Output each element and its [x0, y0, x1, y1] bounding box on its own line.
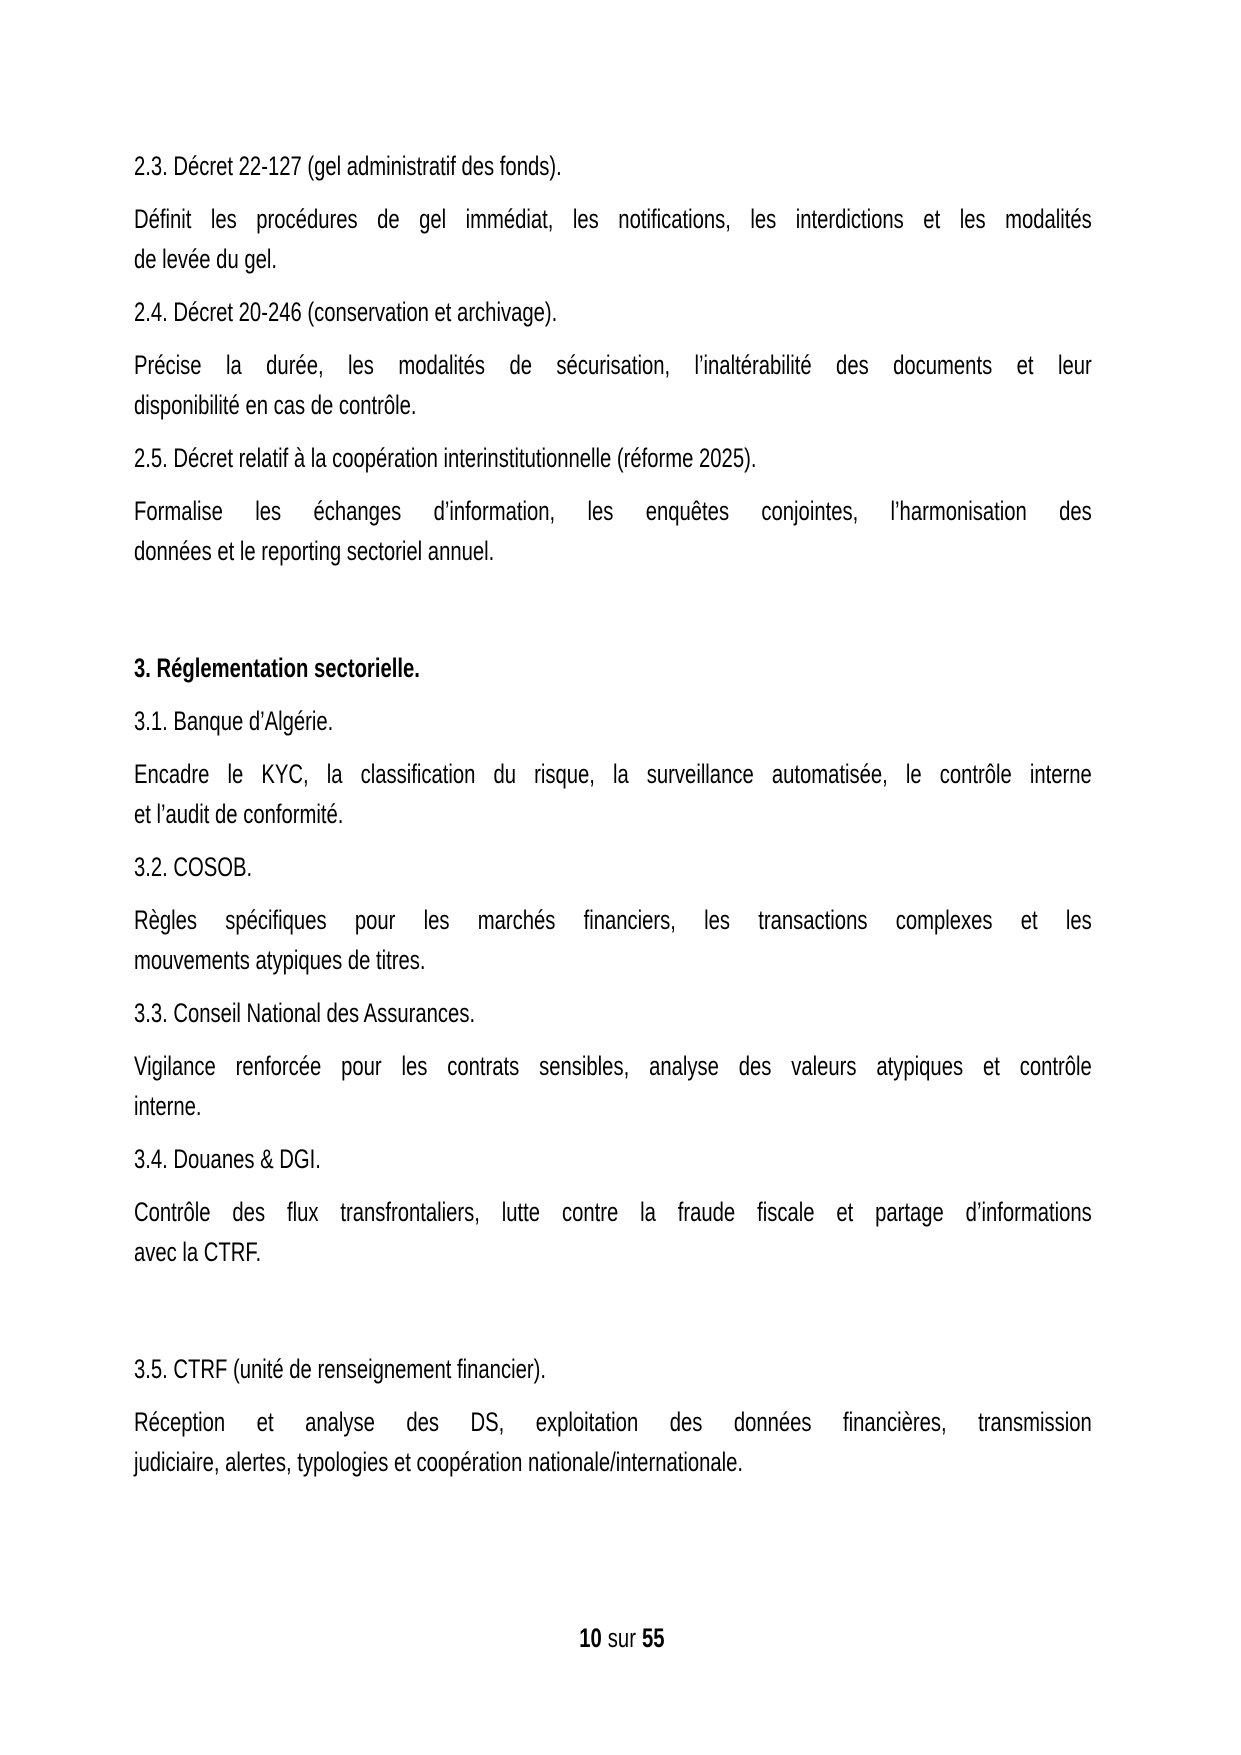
- paragraph-line: disponibilité en cas de contrôle.: [134, 390, 417, 420]
- paragraph-line: et l’audit de conformité.: [134, 799, 344, 829]
- heading-3-3: 3.3. Conseil National des Assurances.: [134, 998, 476, 1028]
- paragraph-2-3: [134, 199, 1092, 279]
- paragraph-line: avec la CTRF.: [134, 1237, 262, 1267]
- heading-2-3: 2.3. Décret 22-127 (gel administratif des fonds).: [134, 151, 562, 181]
- heading-3-4: 3.4. Douanes & DGI.: [134, 1144, 321, 1174]
- heading-3: 3. Réglementation sectorielle.: [134, 653, 420, 683]
- blank-line: [134, 1285, 1092, 1336]
- paragraph-line: données et le reporting sectoriel annuel.: [134, 536, 495, 566]
- paragraph-line: Définit les procédures de gel immédiat, les notifications, les interdictions et les modalités: [134, 204, 1092, 234]
- paragraph-line: Vigilance renforcée pour les contrats sensibles, analyse des valeurs atypiques et contrôle: [134, 1051, 1092, 1081]
- paragraph-line: Réception et analyse des DS, exploitation des données financières, transmission: [134, 1407, 1092, 1437]
- paragraph-3-1: [134, 754, 1092, 834]
- page-footer: [143, 1618, 1101, 1658]
- page-content: [134, 146, 1092, 1653]
- page-total: 55: [641, 1623, 665, 1653]
- paragraph-3-3: [134, 1046, 1092, 1126]
- page-number: 10: [579, 1623, 602, 1653]
- page-footer-separator: sur: [607, 1623, 636, 1653]
- paragraph-line: Précise la durée, les modalités de sécurisation, l’inaltérabilité des documents et leur: [134, 350, 1092, 380]
- paragraph-line: Formalise les échanges d’information, les enquêtes conjointes, l’harmonisation des: [134, 496, 1092, 526]
- paragraph-line: de levée du gel.: [134, 244, 277, 274]
- heading-3-2: 3.2. COSOB.: [134, 852, 253, 882]
- heading-3-1: 3.1. Banque d’Algérie.: [134, 706, 334, 736]
- paragraph-2-4: [134, 345, 1092, 425]
- paragraph-3-5: [134, 1402, 1092, 1482]
- paragraph-line: Encadre le KYC, la classification du risque, la surveillance automatisée, le contrôle interne: [134, 759, 1092, 789]
- paragraph-line: mouvements atypiques de titres.: [134, 945, 426, 975]
- blank-line: [134, 584, 1092, 635]
- heading-2-5: 2.5. Décret relatif à la coopération interinstitutionnelle (réforme 2025).: [134, 443, 757, 473]
- heading-2-4: 2.4. Décret 20-246 (conservation et archivage).: [134, 297, 558, 327]
- paragraph-line: Règles spécifiques pour les marchés financiers, les transactions complexes et les: [134, 905, 1092, 935]
- heading-3-5: 3.5. CTRF (unité de renseignement financier).: [134, 1354, 546, 1384]
- paragraph-line: judiciaire, alertes, typologies et coopération nationale/internationale.: [134, 1447, 744, 1477]
- paragraph-3-4: [134, 1192, 1092, 1272]
- paragraph-3-2: [134, 900, 1092, 980]
- paragraph-2-5: [134, 491, 1092, 571]
- paragraph-line: interne.: [134, 1091, 202, 1121]
- paragraph-line: Contrôle des flux transfrontaliers, lutte contre la fraude fiscale et partage d’informations: [134, 1197, 1092, 1227]
